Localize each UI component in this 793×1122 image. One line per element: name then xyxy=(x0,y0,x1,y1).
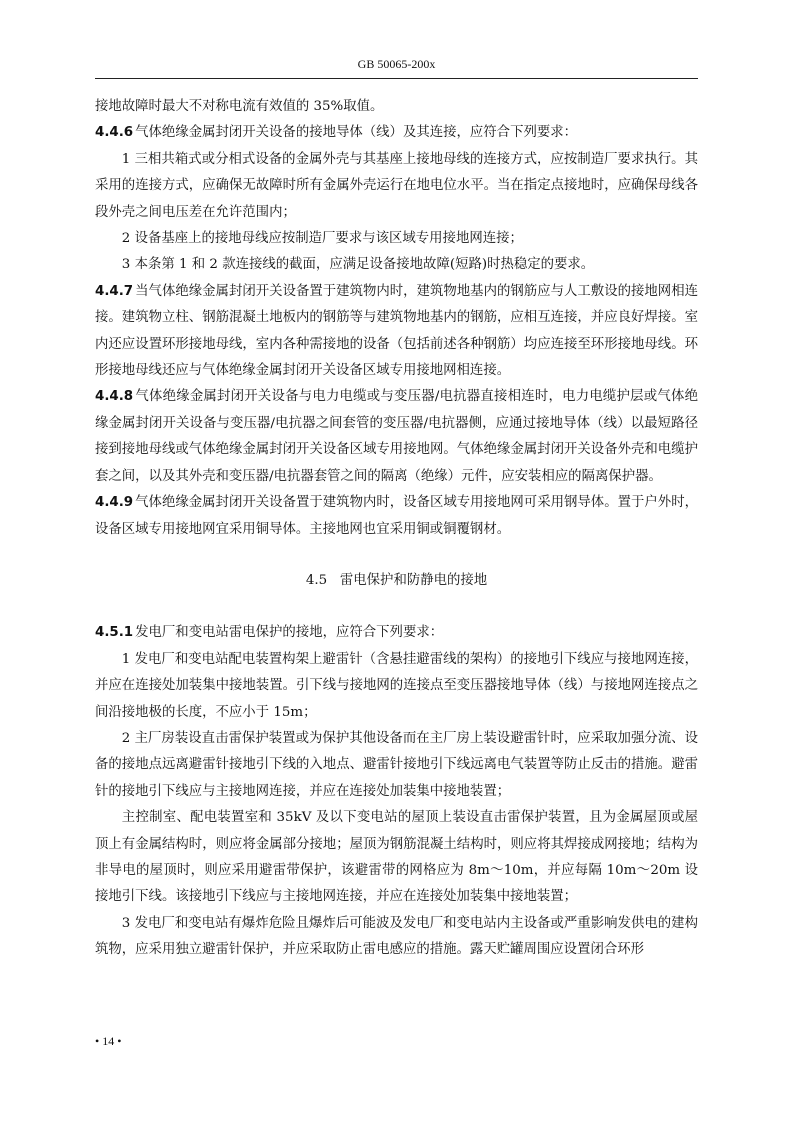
clause-number: 4.4.7 xyxy=(95,283,134,299)
continued-paragraph: 接地故障时最大不对称电流有效值的 35%取值。 xyxy=(95,99,384,114)
clause-text: 发电厂和变电站雷电保护的接地，应符合下列要求： xyxy=(135,625,444,641)
section-number: 4.5 xyxy=(305,572,328,588)
clause-number: 4.5.1 xyxy=(95,625,134,641)
clause-number: 4.4.9 xyxy=(95,495,134,511)
section-title: 雷电保护和防静电的接地 xyxy=(339,572,488,588)
clause-4-5-1-item-1: 1 发电厂和变电站配电装置构架上避雷针（含悬挂避雷线的架构）的接地引下线应与接地网连接，并应在连接处加装集中接地装置。引下线与接地网的连接点至变压器接地导体（线）与接地网连接点之间沿接地极的长度，不应小于 15m； xyxy=(95,651,698,720)
header-divider xyxy=(95,78,698,79)
clause-4-4-6-item-2: 2 设备基座上的接地母线应按制造厂要求与该区域专用接地网连接； xyxy=(121,231,523,247)
section-heading xyxy=(95,568,698,594)
clause-4-4-9 xyxy=(95,490,698,543)
clause-4-4-6 xyxy=(95,120,698,146)
clause-4-5-1-item-2-continued: 主控制室、配电装置室和 35kV 及以下变电站的屋顶上装设直击雷保护装置，且为金属屋顶或屋顶上有金属结构时，则应将金属部分接地；屋顶为钢筋混凝土结构时，则应将其焊接成网接地；结构为非导电的屋顶时，则应采用避雷带保护，该避雷带的网格应为 8m～10m，并应每隔 10m～20m 设接地引下线。该接地引下线应与主接地网连接，并应在连接处加装集中接地装置； xyxy=(95,810,698,905)
clause-number: 4.4.6 xyxy=(95,125,134,141)
clause-text: 气体绝缘金属封闭开关设备的接地导体（线）及其连接，应符合下列要求： xyxy=(135,125,578,141)
clause-4-4-7 xyxy=(95,279,698,385)
page-number: • 14 • xyxy=(95,1034,122,1048)
clause-4-5-1-item-3: 3 发电厂和变电站有爆炸危险且爆炸后可能波及发电厂和变电站内主设备或严重影响发供电的建构筑物，应采用独立避雷针保护，并应采取防止雷电感应的措施。露天贮罐周围应设置闭合环形 xyxy=(95,915,698,958)
clause-text: 气体绝缘金属封闭开关设备置于建筑物内时，设备区域专用接地网可采用钢导体。置于户外时，设备区域专用接地网宜采用铜导体。主接地网也宜采用铜或铜覆钢材。 xyxy=(95,495,698,537)
document-body xyxy=(95,94,698,964)
clause-4-4-6-item-3: 3 本条第 1 和 2 款连接线的截面，应满足设备接地故障(短路)时热稳定的要求。 xyxy=(121,257,595,273)
clause-4-4-8 xyxy=(95,384,698,490)
clause-4-4-6-item-1: 1 三相共箱式或分相式设备的金属外壳与其基座上接地母线的连接方式，应按制造厂要求执行。其采用的连接方式，应确保无故障时所有金属外壳运行在地电位水平。当在指定点接地时，应确保母线各段外壳之间电压差在允许范围内； xyxy=(95,151,698,220)
clause-4-5-1 xyxy=(95,620,698,646)
clause-4-5-1-item-2: 2 主厂房装设直击雷保护装置或为保护其他设备而在主厂房上装设避雷针时，应采取加强分流、设备的接地点远离避雷针接地引下线的入地点、避雷针接地引下线远离电气装置等防止反击的措施。避雷针的接地引下线应与主接地网连接，并应在连接处加装集中接地装置； xyxy=(95,730,698,799)
header-standard-code: GB 50065-200x xyxy=(357,57,436,71)
clause-text: 气体绝缘金属封闭开关设备与电力电缆或与变压器/电抗器直接相连时，电力电缆护层或气体绝缘金属封闭开关设备与变压器/电抗器之间套管的变压器/电抗器侧，应通过接地导体（线）以最短路径接到接地母线或气体绝缘金属封闭开关设备区域专用接地网。气体绝缘金属封闭开关设备外壳和电缆护套之间，以及其外壳和变压器/电抗器套管之间的隔离（绝缘）元件，应安装相应的隔离保护器。 xyxy=(95,389,698,484)
clause-text: 当气体绝缘金属封闭开关设备置于建筑物内时，建筑物地基内的钢筋应与人工敷设的接地网相连接。建筑物立柱、钢筋混凝土地板内的钢筋等与建筑物地基内的钢筋，应相互连接，并应良好焊接。室内还应设置环形接地母线，室内各种需接地的设备（包括前述各种钢筋）均应连接至环形接地母线。环形接地母线还应与气体绝缘金属封闭开关设备区域专用接地网相连接。 xyxy=(95,283,698,379)
clause-number: 4.4.8 xyxy=(95,389,134,405)
